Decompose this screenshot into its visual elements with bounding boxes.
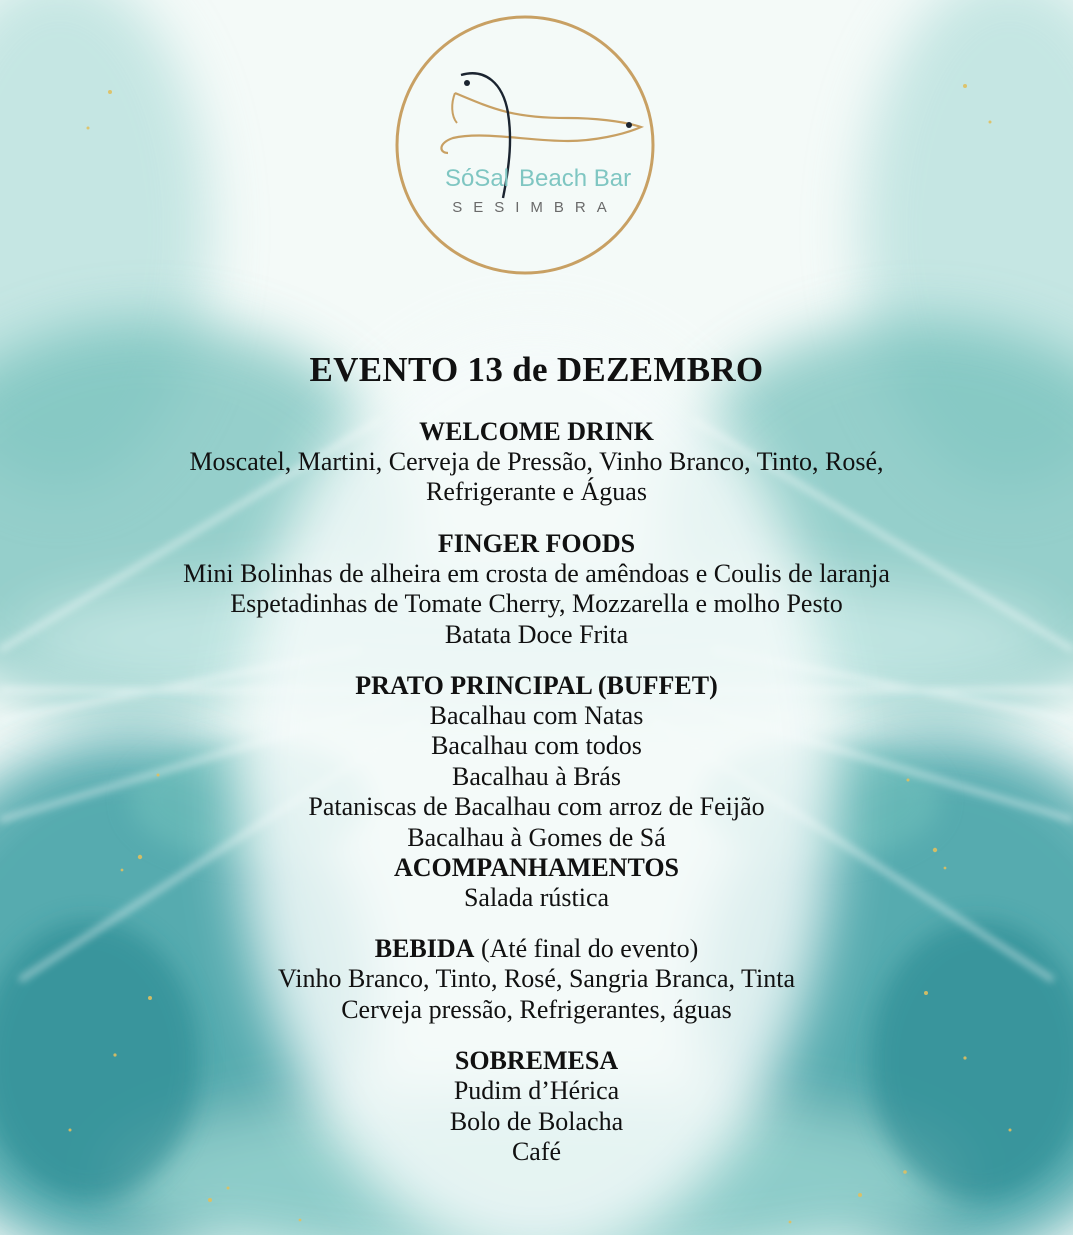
- section-heading: FINGER FOODS: [437, 528, 636, 558]
- logo-circle: [397, 17, 653, 273]
- menu-item: Espetadinhas de Tomate Cherry, Mozzarella e molho Pesto: [230, 589, 843, 619]
- menu-item: Batata Doce Frita: [444, 619, 629, 649]
- menu-item: Bacalhau à Gomes de Sá: [407, 822, 666, 852]
- menu-item: Mini Bolinhas de alheira em crosta de amêndoas e Coulis de laranja: [183, 558, 890, 588]
- menu-item: Bacalhau com todos: [431, 731, 642, 761]
- section-finger-foods: [0, 529, 1073, 650]
- section-heading: PRATO PRINCIPAL (BUFFET): [355, 671, 718, 701]
- section-heading: WELCOME DRINK: [419, 417, 654, 446]
- menu-item: Moscatel, Martini, Cerveja de Pressão, Vinho Branco, Tinto, Rosé,: [189, 447, 884, 476]
- section-heading-label: BEBIDA: [374, 934, 475, 964]
- section-heading: ACOMPANHAMENTOS: [393, 853, 680, 883]
- logo-name-part2: Beach Bar: [519, 165, 632, 192]
- section-acompanhamentos: [0, 853, 1073, 913]
- menu-item: Salada rústica: [463, 883, 610, 913]
- logo-name-part1: SóSal: [444, 165, 509, 192]
- event-menu: [0, 345, 1073, 1168]
- menu-item: Refrigerante e Águas: [426, 477, 647, 507]
- sosal-logo: [393, 13, 657, 277]
- section-heading: [0, 934, 1073, 964]
- section-bebida: [0, 934, 1073, 1025]
- menu-item: Pataniscas de Bacalhau com arroz de Feijão: [308, 792, 765, 822]
- section-heading: SOBREMESA: [454, 1046, 619, 1076]
- section-sobremesa: [0, 1046, 1073, 1167]
- fish-eye-icon: [626, 122, 632, 128]
- menu-item: Bolo de Bolacha: [449, 1106, 624, 1136]
- menu-item: Cerveja pressão, Refrigerantes, águas: [341, 994, 732, 1024]
- section-welcome-drink: [0, 417, 1073, 508]
- section-prato-principal: [0, 671, 1073, 853]
- event-title: EVENTO 13 de DEZEMBRO: [309, 350, 764, 389]
- menu-item: Bacalhau com Natas: [429, 701, 644, 731]
- menu-item: Bacalhau à Brás: [452, 761, 621, 791]
- menu-item: Vinho Branco, Tinto, Rosé, Sangria Branca, Tinta: [278, 964, 795, 994]
- menu-item: Pudim d’Hérica: [453, 1076, 620, 1106]
- section-heading-note: (Até final do evento): [474, 934, 699, 964]
- gold-fish-icon: [441, 93, 641, 153]
- logo-location: SESIMBRA: [452, 199, 618, 216]
- menu-item: Café: [511, 1137, 562, 1167]
